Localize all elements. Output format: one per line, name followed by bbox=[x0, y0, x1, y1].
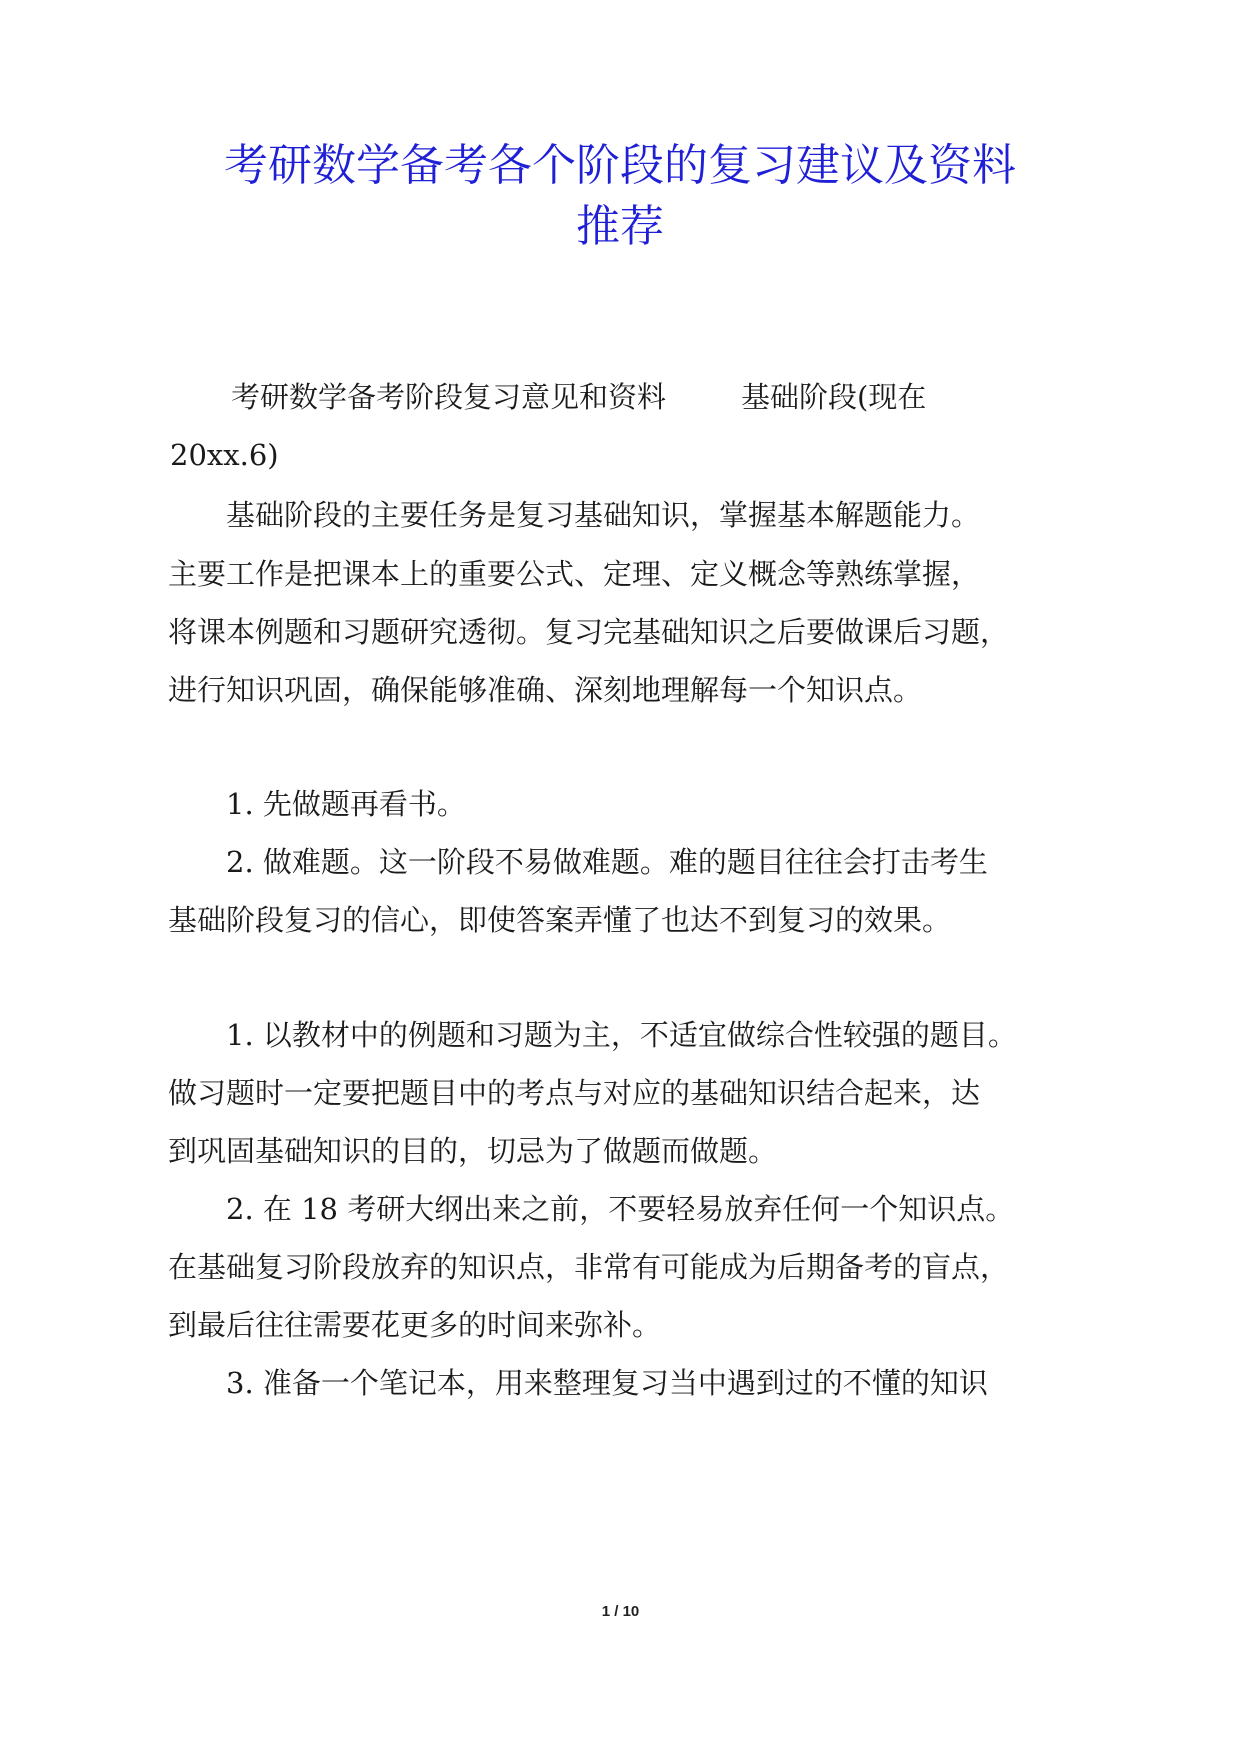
paragraph-6-line-3: 到最后往往需要花更多的时间来弥补。 bbox=[168, 1308, 662, 1342]
paragraph-4-line-1: 2. 做难题。这一阶段不易做难题。难的题目往往会打击考生 bbox=[226, 845, 988, 879]
paragraph-1-line-2: 20xx.6) bbox=[170, 438, 279, 472]
paragraph-1-line-1b: 基础阶段(现在 bbox=[741, 380, 927, 414]
paragraph-7-line-1: 3. 准备一个笔记本，用来整理复习当中遇到过的不懂的知识 bbox=[226, 1366, 988, 1400]
paragraph-1-line-1a: 考研数学备考阶段复习意见和资料 bbox=[231, 380, 667, 414]
page-indicator: 1 / 10 bbox=[601, 1603, 640, 1620]
paragraph-6-line-2: 在基础复习阶段放弃的知识点，非常有可能成为后期备考的盲点， bbox=[168, 1250, 1010, 1284]
paragraph-5-line-1: 1. 以教材中的例题和习题为主，不适宜做综合性较强的题目。 bbox=[226, 1018, 1017, 1052]
paragraph-5-line-2: 做习题时一定要把题目中的考点与对应的基础知识结合起来，达 bbox=[168, 1076, 981, 1110]
paragraph-4-line-2: 基础阶段复习的信心，即使答案弄懂了也达不到复习的效果。 bbox=[168, 903, 952, 937]
document-title-line-1: 考研数学备考各个阶段的复习建议及资料 bbox=[224, 140, 1016, 191]
paragraph-5-line-3: 到巩固基础知识的目的，切忌为了做题而做题。 bbox=[168, 1134, 778, 1168]
document-title-line-2: 推荐 bbox=[576, 201, 664, 252]
paragraph-2-line-4: 进行知识巩固，确保能够准确、深刻地理解每一个知识点。 bbox=[168, 673, 923, 707]
paragraph-6-line-1: 2. 在 18 考研大纲出来之前，不要轻易放弃任何一个知识点。 bbox=[226, 1192, 1015, 1226]
paragraph-2-line-1: 基础阶段的主要任务是复习基础知识，掌握基本解题能力。 bbox=[226, 498, 981, 532]
paragraph-2-line-3: 将课本例题和习题研究透彻。复习完基础知识之后要做课后习题， bbox=[168, 615, 1010, 649]
paragraph-2-line-2: 主要工作是把课本上的重要公式、定理、定义概念等熟练掌握， bbox=[168, 557, 981, 591]
paragraph-3-line-1: 1. 先做题再看书。 bbox=[226, 787, 466, 821]
